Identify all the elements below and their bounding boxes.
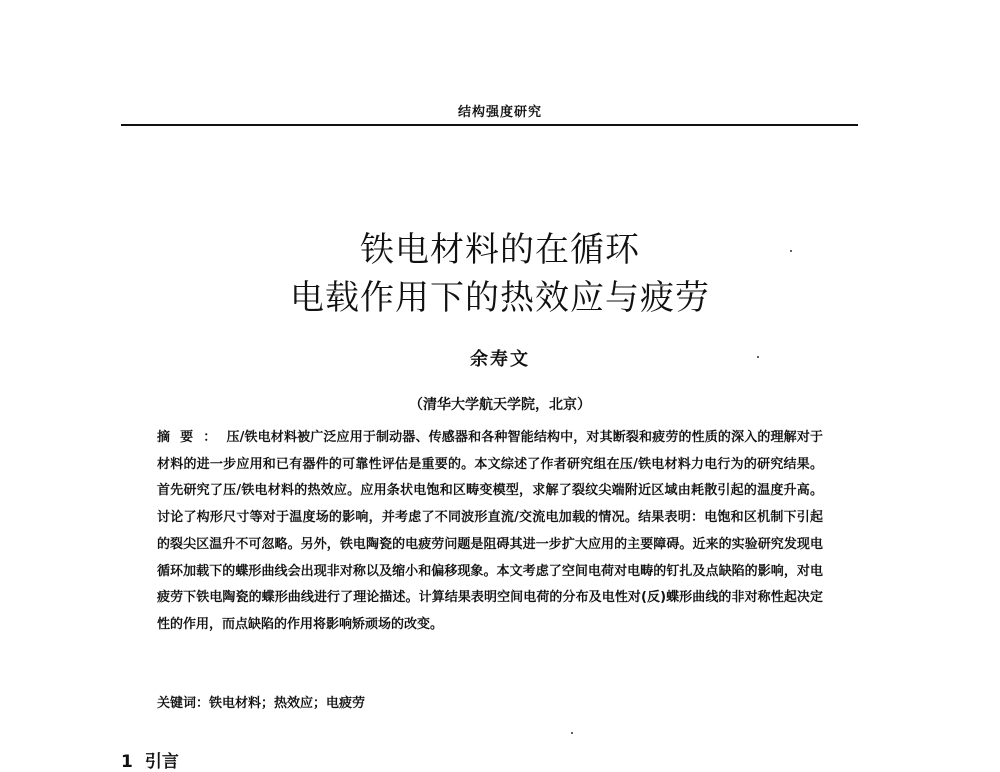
keywords	[157, 692, 823, 711]
section-title: 引言	[144, 752, 179, 772]
header-rule	[121, 124, 858, 126]
scan-speck	[571, 732, 573, 734]
scan-speck	[757, 356, 759, 358]
title-line-1: 铁电材料的在循环	[360, 230, 640, 270]
scan-speck	[790, 250, 792, 252]
abstract-text: 压/铁电材料被广泛应用于制动器、传感器和各种智能结构中，对其断裂和疲劳的性质的深入的理解对于材料的进一步应用和已有器件的可靠性评估是重要的。本文综述了作者研究组在压/铁电材料力电行为的研究结果。首先研究了压/铁电材料的热效应。应用条状电饱和区畴变模型，求解了裂纹尖端附近区域由耗散引起的温度升高。讨论了构形尺寸等对于温度场的影响，并考虑了不同波形直流/交流电加载的情况。结果表明：电饱和区机制下引起的裂尖区温升不可忽略。另外，铁电陶瓷的电疲劳问题是阻碍其进一步扩大应用的主要障碍。近来的实验研究发现电循环加载下的蝶形曲线会出现非对称以及缩小和偏移现象。本文考虑了空间电荷对电畴的钉扎及点缺陷的影响，对电疲劳下铁电陶瓷的蝶形曲线进行了理论描述。计算结果表明空间电荷的分布及电性对(反)蝶形曲线的非对称性起决定性的作用，而点缺陷的作用将影响矫顽场的改变。	[157, 430, 823, 632]
abstract	[157, 425, 823, 639]
author-name: 余寿文	[470, 349, 530, 370]
abstract-label: 摘要：	[157, 430, 227, 445]
keywords-text: 铁电材料；热效应；电疲劳	[209, 696, 366, 711]
author-affiliation: （清华大学航天学院，北京）	[409, 397, 591, 413]
keywords-label: 关键词：	[157, 696, 210, 711]
running-header: 结构强度研究	[457, 105, 542, 120]
section-number: 1	[121, 752, 133, 772]
title-line-2: 电载作用下的热效应与疲劳	[290, 278, 710, 318]
